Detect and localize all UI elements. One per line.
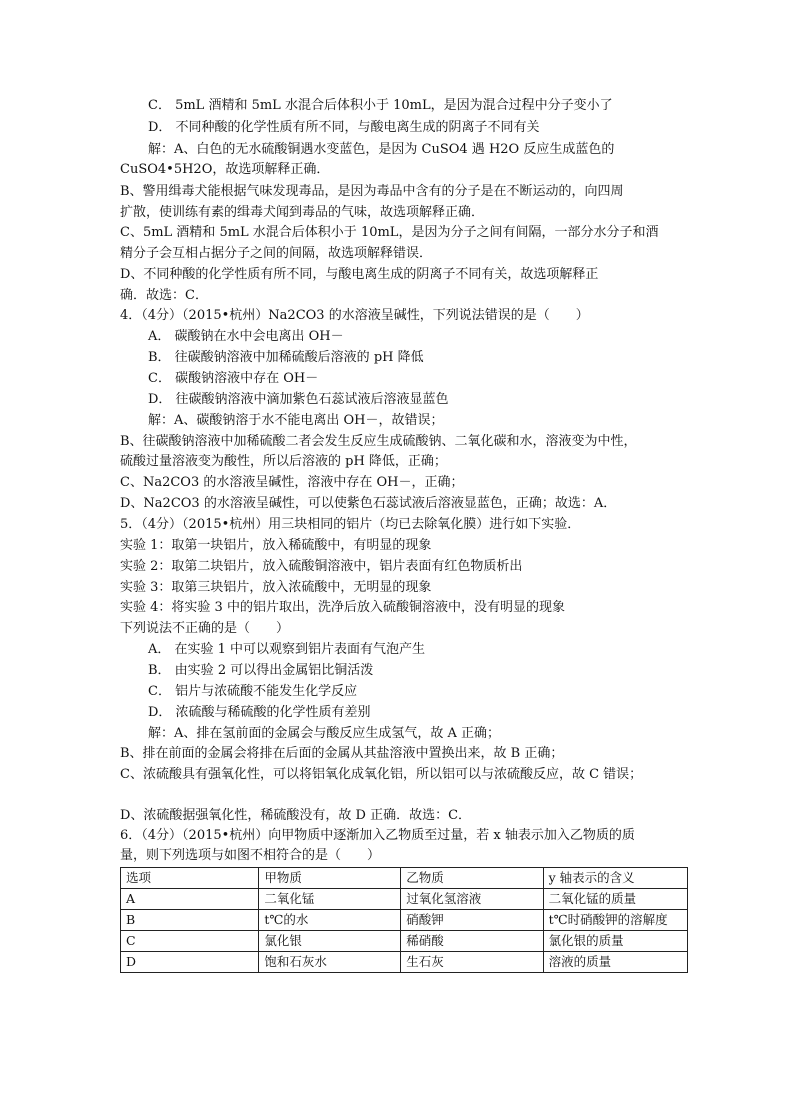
- q5-experiment: 实验 1：取第一块铝片，放入稀硫酸中，有明显的现象: [120, 538, 432, 553]
- q4-solution-line: 解：A、碳酸钠溶于水不能电离出 OH－，故错误；: [148, 413, 444, 428]
- q3-solution-line: C、5mL 酒精和 5mL 水混合后体积小于 10mL，是因为分子之间有间隔，一部分水分子和酒: [120, 225, 659, 240]
- table-cell: 生石灰: [401, 952, 543, 973]
- q3-option-c: C． 5mL 酒精和 5mL 水混合后体积小于 10mL，是因为混合过程中分子变小了: [148, 98, 613, 113]
- q3-solution-line: B、警用缉毒犬能根据气味发现毒品，是因为毒品中含有的分子是在不断运动的，向四周: [120, 184, 624, 199]
- table-header-cell: 选项: [121, 868, 259, 889]
- q5-solution-line: C、浓硫酸具有强氧化性，可以将铝氧化成氧化铝，所以铝可以与浓硫酸反应，故 C 错误；: [120, 767, 643, 782]
- q4-option-b: B． 往碳酸钠溶液中加稀硫酸后溶液的 pH 降低: [148, 350, 424, 365]
- q5-option-c: C． 铝片与浓硫酸不能发生化学反应: [148, 684, 358, 699]
- q4-option-d: D． 往碳酸钠溶液中滴加紫色石蕊试液后溶液显蓝色: [148, 392, 449, 407]
- table-cell: t℃时硝酸钾的溶解度: [543, 910, 687, 931]
- table-cell: t℃的水: [259, 910, 401, 931]
- q6-options-table: [120, 867, 688, 973]
- q4-solution-line: D、Na2CO3 的水溶液呈碱性，可以使紫色石蕊试液后溶液显蓝色，正确；故选：A．: [120, 496, 617, 511]
- table-row: [121, 931, 688, 952]
- table-cell: D: [121, 952, 259, 973]
- q5-experiment: 实验 2：取第二块铝片，放入硫酸铜溶液中，铝片表面有红色物质析出: [120, 559, 523, 574]
- table-cell: A: [121, 889, 259, 910]
- table-cell: 溶液的质量: [543, 952, 687, 973]
- table-cell: 二氧化锰: [259, 889, 401, 910]
- q5-solution-line: B、排在前面的金属会将排在后面的金属从其盐溶液中置换出来，故 B 正确；: [120, 746, 564, 761]
- table-header-cell: 乙物质: [401, 868, 543, 889]
- q5-option-a: A． 在实验 1 中可以观察到铝片表面有气泡产生: [148, 642, 426, 657]
- q5-option-d: D． 浓硫酸与稀硫酸的化学性质有差别: [148, 705, 371, 720]
- q4-option-c: C． 碳酸钠溶液中存在 OH－: [148, 371, 319, 386]
- table-cell: 过氧化氢溶液: [401, 889, 543, 910]
- q4-stem: 4．（4分）（2015•杭州）Na2CO3 的水溶液呈碱性，下列说法错误的是（ ）: [120, 308, 589, 323]
- table-header-cell: y 轴表示的含义: [543, 868, 687, 889]
- table-header-row: [121, 868, 688, 889]
- table-cell: 二氧化锰的质量: [543, 889, 687, 910]
- q5-experiment: 实验 4：将实验 3 中的铝片取出，洗净后放入硫酸铜溶液中，没有明显的现象: [120, 600, 565, 615]
- q5-experiment: 实验 3：取第三块铝片，放入浓硫酸中，无明显的现象: [120, 580, 432, 595]
- q5-option-b: B． 由实验 2 可以得出金属铝比铜活泼: [148, 663, 374, 678]
- q4-solution-line: B、往碳酸钠溶液中加稀硫酸二者会发生反应生成硫酸钠、二氧化碳和水，溶液变为中性，: [120, 434, 637, 449]
- q5-solution-line: 解：A、排在氢前面的金属会与酸反应生成氢气，故 A 正确；: [148, 726, 501, 741]
- q5-solution-line: D、浓硫酸据强氧化性，稀硫酸没有，故 D 正确．故选：C．: [120, 808, 472, 823]
- table-cell: 硝酸钾: [401, 910, 543, 931]
- table-cell: 稀硝酸: [401, 931, 543, 952]
- q5-stem: 5．（4分）（2015•杭州）用三块相同的铝片（均已去除氧化膜）进行如下实验．: [120, 517, 581, 532]
- q3-solution-line: CuSO4•5H2O，故选项解释正确．: [120, 162, 330, 177]
- q3-solution-line: D、不同种酸的化学性质有所不同，与酸电离生成的阴离子不同有关，故选项解释正: [120, 267, 599, 282]
- q3-solution-line: 扩散，使训练有素的缉毒犬闻到毒品的气味，故选项解释正确．: [120, 205, 485, 220]
- q4-solution-line: C、Na2CO3 的水溶液呈碱性，溶液中存在 OH－，正确；: [120, 475, 464, 490]
- q3-solution-line: 精分子会互相占据分子之间的间隔，故选项解释错误．: [120, 246, 433, 261]
- table-cell: B: [121, 910, 259, 931]
- table-row: [121, 889, 688, 910]
- table-cell: 氯化银: [259, 931, 401, 952]
- table-row: [121, 910, 688, 931]
- table-row: [121, 952, 688, 973]
- table-cell: C: [121, 931, 259, 952]
- table-cell: 氯化银的质量: [543, 931, 687, 952]
- q6-stem-line: 6．（4分）（2015•杭州）向甲物质中逐渐加入乙物质至过量，若 x 轴表示加入乙物质的质: [120, 828, 635, 843]
- q6-stem-line: 量，则下列选项与如图不相符合的是（ ）: [120, 848, 381, 863]
- q4-solution-line: 硫酸过量溶液变为酸性，所以后溶液的 pH 降低，正确；: [120, 454, 447, 469]
- q3-solution-line: 确．故选：C．: [120, 288, 208, 303]
- table-header-cell: 甲物质: [259, 868, 401, 889]
- table-cell: 饱和石灰水: [259, 952, 401, 973]
- q3-option-d: D． 不同种酸的化学性质有所不同，与酸电离生成的阴离子不同有关: [148, 120, 540, 135]
- q3-solution-line: 解：A、白色的无水硫酸铜遇水变蓝色，是因为 CuSO4 遇 H2O 反应生成蓝色的: [148, 142, 615, 157]
- q4-option-a: A． 碳酸钠在水中会电离出 OH－: [148, 329, 344, 344]
- q5-question: 下列说法不正确的是（ ）: [120, 621, 290, 636]
